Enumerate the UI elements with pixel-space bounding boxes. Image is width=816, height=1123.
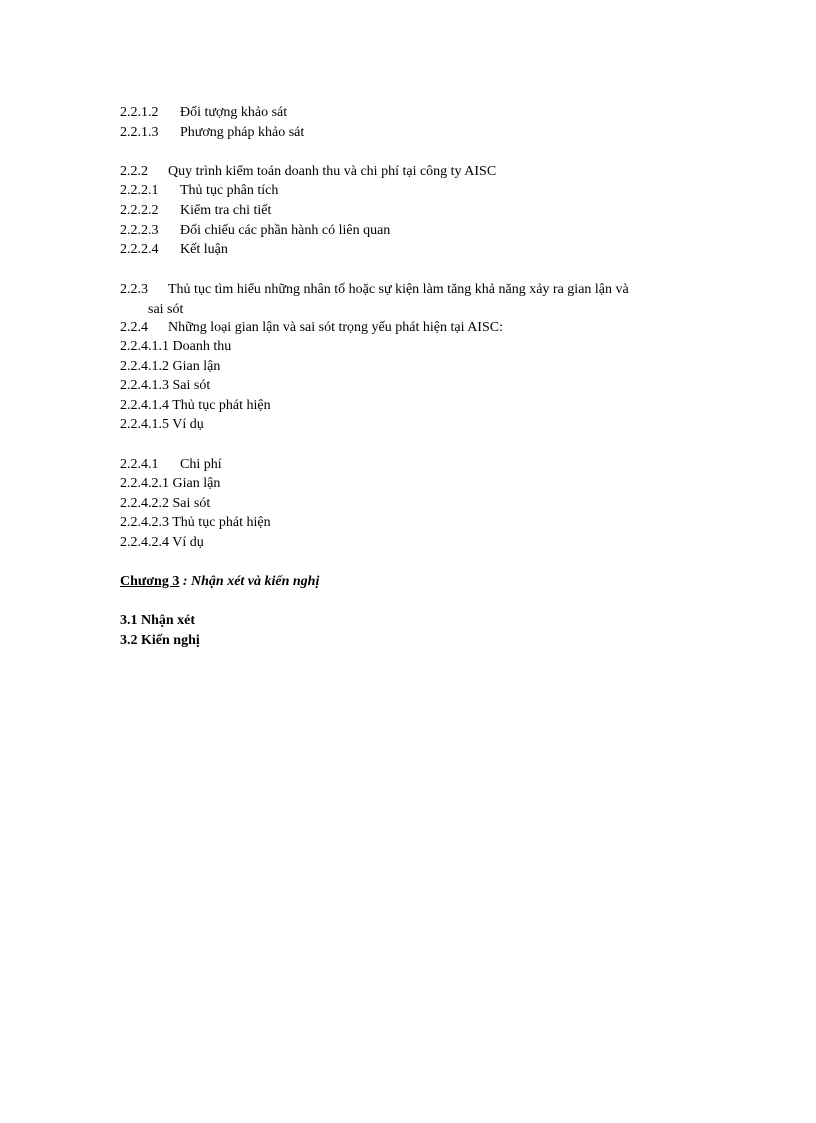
- toc-text: Những loại gian lận và sai sót trọng yếu phát hiện tại AISC:: [168, 320, 503, 335]
- toc-entry-31: 3.1 Nhận xét: [120, 613, 196, 628]
- toc-number: 2.2.4: [120, 320, 148, 335]
- toc-number: 2.2.2.1: [120, 183, 159, 198]
- toc-entry-2221: [120, 182, 278, 201]
- chapter-label: Chương 3: [120, 574, 180, 589]
- chapter-title: : Nhận xét và kiến nghị: [179, 574, 320, 589]
- chapter-3-heading: [120, 574, 319, 590]
- toc-entry-223: [120, 280, 700, 319]
- toc-text: Kết luận: [180, 242, 228, 257]
- toc-number: 2.2.2.3: [120, 223, 159, 238]
- toc-entry-2224: [120, 241, 228, 260]
- toc-number: 2.2.3: [120, 282, 148, 297]
- toc-entry-2213: [120, 124, 304, 143]
- toc-text: Thủ tục tìm hiểu những nhân tố hoặc sự kiện làm tăng khả năng xảy ra gian lận và: [168, 282, 629, 297]
- toc-entry-222: [120, 163, 496, 182]
- toc-entry-22412: 2.2.4.1.2 Gian lận: [120, 359, 221, 374]
- toc-text: Thủ tục phân tích: [180, 183, 279, 198]
- toc-entry-22422: 2.2.4.2.2 Sai sót: [120, 496, 211, 511]
- toc-entry-2222: [120, 202, 271, 221]
- toc-entry-32: 3.2 Kiến nghị: [120, 633, 200, 648]
- toc-entry-22411: 2.2.4.1.1 Doanh thu: [120, 339, 232, 354]
- toc-text: Phương pháp khảo sát: [180, 125, 305, 140]
- toc-entry-22424: 2.2.4.2.4 Ví dụ: [120, 535, 204, 550]
- toc-number: 2.2.2.4: [120, 242, 159, 257]
- toc-entry-2223: [120, 222, 390, 241]
- toc-entry-22423: 2.2.4.2.3 Thủ tục phát hiện: [120, 515, 271, 530]
- toc-text: Đối tượng khảo sát: [180, 105, 288, 120]
- toc-text: Kiểm tra chi tiết: [180, 203, 272, 218]
- toc-number: 2.2.2.2: [120, 203, 159, 218]
- toc-entry-22414: 2.2.4.1.4 Thủ tục phát hiện: [120, 398, 271, 413]
- toc-entry-2241: [120, 456, 222, 475]
- toc-number: 2.2.2: [120, 164, 148, 179]
- toc-text-continuation: sai sót: [148, 301, 184, 317]
- toc-text: Quy trình kiểm toán doanh thu và chi phí tại công ty AISC: [168, 164, 497, 179]
- toc-entry-22413: 2.2.4.1.3 Sai sót: [120, 378, 211, 393]
- toc-entry-2212: [120, 104, 287, 123]
- toc-entry-224: [120, 319, 503, 338]
- toc-entry-22415: 2.2.4.1.5 Ví dụ: [120, 417, 204, 432]
- toc-number: 2.2.1.3: [120, 125, 159, 140]
- toc-number: 2.2.1.2: [120, 105, 159, 120]
- toc-text: Đối chiếu các phần hành có liên quan: [180, 223, 391, 238]
- toc-entry-22421: 2.2.4.2.1 Gian lận: [120, 476, 221, 491]
- toc-text: Chi phí: [180, 457, 222, 472]
- toc-number: 2.2.4.1: [120, 457, 159, 472]
